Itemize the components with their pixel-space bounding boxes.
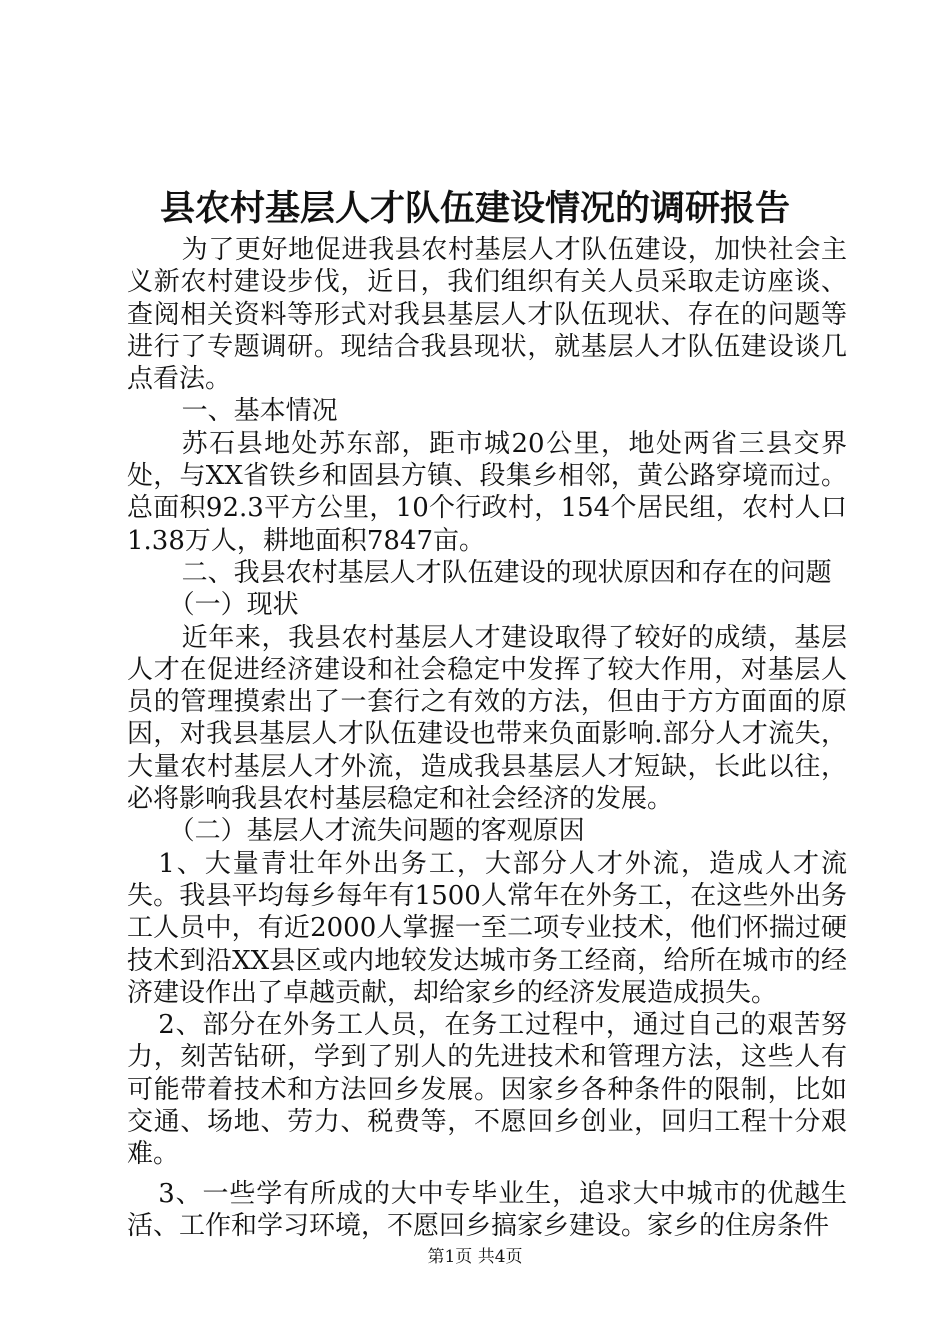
- basic-info-paragraph: 苏石县地处苏东部，距市城20公里，地处两省三县交界处，与XX省铁乡和固县方镇、段集乡相邻，黄公路穿境而过。总面积92.3平方公里，10个行政村，154个居民组，农村人口1.38万人，耕地面积7847亩。: [127, 428, 847, 556]
- document-body: [127, 234, 847, 1242]
- cause-1-paragraph: 1、大量青壮年外出务工，大部分人才外流，造成人才流失。我县平均每乡每年有1500人常年在外务工，在这些外出务工人员中，有近2000人掌握一至二项专业技术，他们怀揣过硬技术到沿XX县区或内地较发达城市务工经商，给所在城市的经济建设作出了卓越贡献，却给家乡的经济发展造成损失。: [127, 848, 847, 1008]
- document-title: 县农村基层人才队伍建设情况的调研报告: [159, 188, 790, 229]
- intro-paragraph: 为了更好地促进我县农村基层人才队伍建设，加快社会主义新农村建设步伐，近日，我们组织有关人员采取走访座谈、查阅相关资料等形式对我县基层人才队伍现状、存在的问题等进行了专题调研。现结合我县现状，就基层人才队伍建设谈几点看法。: [127, 235, 847, 395]
- section-heading-basic: 一、基本情况: [181, 396, 338, 427]
- subheading-causes: （二）基层人才流失问题的客观原因: [168, 816, 585, 847]
- cause-3-paragraph: 3、一些学有所成的大中专毕业生，追求大中城市的优越生活、工作和学习环境，不愿回乡搞家乡建设。家乡的住房条件: [127, 1178, 847, 1241]
- section-heading-issues: 二、我县农村基层人才队伍建设的现状原因和存在的问题: [181, 557, 832, 588]
- cause-2-paragraph: 2、部分在外务工人员，在务工过程中，通过自己的艰苦努力，刻苦钻研，学到了别人的先进技术和管理方法，这些人有可能带着技术和方法回乡发展。因家乡各种条件的限制，比如交通、场地、劳力、税费等，不愿回乡创业，回归工程十分艰难。: [127, 1010, 847, 1170]
- status-paragraph: 近年来，我县农村基层人才建设取得了较好的成绩，基层人才在促进经济建设和社会稳定中发挥了较大作用，对基层人员的管理摸索出了一套行之有效的方法，但由于方方面面的原因，对我县基层人才队伍建设也带来负面影响.部分人才流失，大量农村基层人才外流，造成我县基层人才短缺，长此以往，必将影响我县农村基层稳定和社会经济的发展。: [127, 622, 847, 815]
- subheading-status: （一）现状: [168, 590, 299, 621]
- page-footer: 第1页 共4页: [427, 1247, 523, 1267]
